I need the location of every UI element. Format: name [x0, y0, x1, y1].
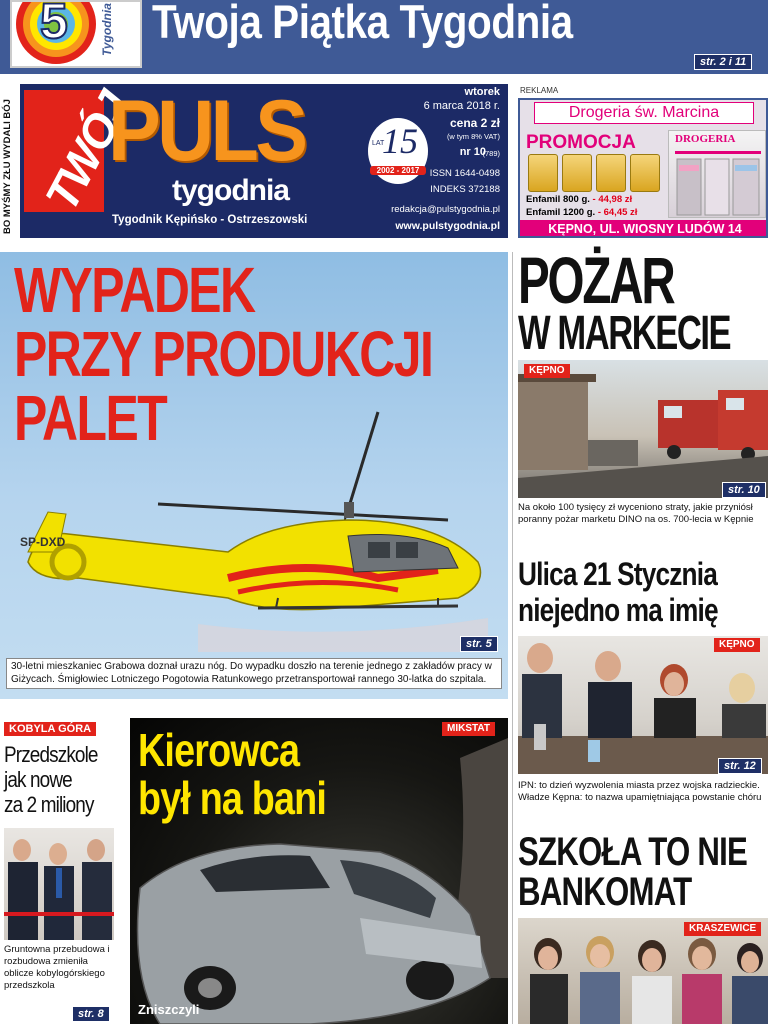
shop-window-graphic — [669, 131, 767, 219]
issue-price: cena 2 zł — [449, 116, 500, 130]
piatka-logo — [10, 0, 142, 68]
driver-headline — [138, 726, 326, 822]
piatka-digit: 5 — [40, 0, 68, 49]
ad-shop-photo — [668, 130, 766, 218]
side-slogan — [2, 84, 16, 238]
ad-price-line-1 — [526, 194, 632, 205]
school-headline[interactable] — [518, 832, 747, 912]
street-photo[interactable] — [518, 636, 768, 774]
product-can — [630, 154, 660, 192]
lead-page-ref[interactable]: str. 5 — [460, 636, 498, 652]
product-can — [528, 154, 558, 192]
piatka-logo-graphic — [12, 2, 142, 68]
street-caption: IPN: to dzień wyzwolenia miasta przez wojska radzieckie. Władze Kępna: to nazwa upamiętniająca powstanie chóru — [518, 780, 762, 803]
ad-store-name: Drogeria św. Marcina — [534, 102, 754, 124]
school-photo[interactable] — [518, 918, 768, 1024]
ad-price-line-2 — [526, 207, 637, 218]
helicopter-photo — [18, 402, 496, 652]
kobyla-headline[interactable] — [4, 742, 98, 817]
twoj-box — [24, 84, 140, 219]
ad-label: REKLAMA — [520, 86, 559, 95]
lead-headline-line: PRZY PRODUKCJI — [14, 318, 433, 390]
street-location-tag: KĘPNO — [714, 638, 760, 652]
side-slogan-text: BO MYŚMY ZŁU WYDALI BÓJ — [2, 99, 13, 234]
street-headline[interactable] — [518, 556, 718, 628]
school-location-tag: KRASZEWICE — [684, 922, 761, 936]
ad-item-name: Enfamil — [526, 194, 561, 205]
product-can — [596, 154, 626, 192]
fire-caption: Na około 100 tysięcy zł wyceniono straty, jakie przyniósł poranny pożar marketu DINO na os. 700-lecia w Kępnie — [518, 502, 754, 525]
fire-page-ref[interactable]: str. 10 — [722, 482, 766, 498]
street-headline-line: Ulica 21 Stycznia — [518, 556, 718, 592]
kobyla-photo[interactable] — [4, 828, 114, 940]
product-can — [562, 154, 592, 192]
ad-shop-sign: DROGERIA — [675, 133, 736, 145]
banner-page-ref[interactable]: str. 2 i 11 — [694, 54, 752, 70]
driver-teaser: Zniszczyli — [138, 1002, 200, 1017]
lead-headline-line: PALET — [14, 382, 167, 454]
ad-item-size: 1200 g. — [562, 207, 596, 218]
piatka-word: Tygodnia — [100, 3, 114, 56]
school-headline-line: SZKOŁA TO NIE — [518, 830, 748, 874]
council-meeting-graphic — [518, 636, 768, 774]
street-page-ref[interactable]: str. 12 — [718, 758, 762, 774]
driver-location-tag: MIKSTAT — [442, 722, 495, 736]
anniversary-lat: LAT — [372, 140, 385, 147]
kobyla-location-tag: KOBYLA GÓRA — [4, 722, 96, 736]
website-link[interactable]: www.pulstygodnia.pl — [395, 220, 500, 232]
driver-headline-line: Kierowca — [138, 724, 300, 776]
masthead — [0, 84, 508, 238]
tygodnia-logo-word: tygodnia — [172, 174, 289, 207]
ad-promo-heading: PROMOCJA — [526, 132, 636, 153]
kobyla-headline-line: za 2 miliony — [4, 792, 94, 817]
puls-logo-word: PULS — [108, 84, 305, 179]
masthead-subtitle: Tygodnik Kępińsko - Ostrzeszowski — [112, 214, 308, 226]
fire-headline-line-1[interactable]: POŻAR — [518, 243, 674, 317]
lead-story[interactable] — [0, 252, 508, 699]
issue-date: 6 marca 2018 r. — [423, 100, 500, 112]
school-headline-line: BANKOMAT — [518, 870, 692, 914]
ad-item-name: Enfamil — [526, 207, 561, 218]
ad-product-cans — [528, 154, 666, 192]
issue-weekday: wtorek — [464, 86, 500, 98]
issue-vat: (w tym 8% VAT) — [446, 132, 500, 141]
kobyla-headline-line: Przedszkole — [4, 742, 98, 767]
kobyla-headline-line: jak nowe — [4, 767, 72, 792]
ad-address: KĘPNO, UL. WIOSNY LUDÓW 14 — [520, 220, 768, 238]
top-banner — [0, 0, 768, 74]
ad-item-price: - 64,45 zł — [597, 207, 638, 218]
kobyla-caption: Gruntowna przebudowa i rozbudowa zmieniła oblicze kobylogórskiego przedszkola — [4, 944, 110, 991]
issue-total: (789) — [482, 149, 500, 158]
fire-headline-line-2[interactable]: W MARKECIE — [518, 307, 731, 360]
index-number: INDEKS 372188 — [430, 184, 500, 195]
helicopter-registration: SP-DXD — [20, 535, 66, 549]
fire-location-tag: KĘPNO — [524, 364, 570, 378]
anniversary-years: 2002 - 2017 — [370, 166, 426, 175]
issn: ISSN 1644-0498 — [429, 168, 500, 179]
street-headline-line: niejedno ma imię — [518, 592, 718, 628]
ad-item-size: 800 g. — [562, 194, 590, 205]
twoj-word: TWÓJ — [34, 84, 140, 219]
driver-headline-line: był na bani — [138, 772, 326, 824]
drogeria-ad[interactable] — [518, 98, 768, 238]
anniversary-number: 15 — [382, 121, 418, 161]
banner-title: Twoja Piątka Tygodnia — [152, 0, 573, 48]
lead-headline-line: WYPADEK — [14, 254, 255, 326]
anniversary-badge — [368, 118, 428, 184]
ad-item-price: - 44,98 zł — [592, 194, 633, 205]
ribbon-cutting-graphic — [4, 828, 114, 940]
issue-number: nr 10 — [459, 146, 486, 158]
fire-photo[interactable] — [518, 360, 768, 498]
lead-caption: 30-letni mieszkaniec Grabowa doznał urazu nóg. Do wypadku doszło na terenie jednego z zakładów pracy w Giżycach. Śmigłowiec Lotniczego Pogotowia Ratunkowego przetransportował rannego 30-latka do szpitala. — [6, 658, 502, 689]
kobyla-page-ref[interactable]: str. 8 — [72, 1006, 110, 1022]
drunk-driver-story[interactable] — [130, 718, 508, 1024]
fire-scene-graphic — [518, 360, 768, 498]
editorial-email[interactable]: redakcja@pulstygodnia.pl — [391, 204, 500, 215]
column-divider — [512, 252, 513, 1024]
